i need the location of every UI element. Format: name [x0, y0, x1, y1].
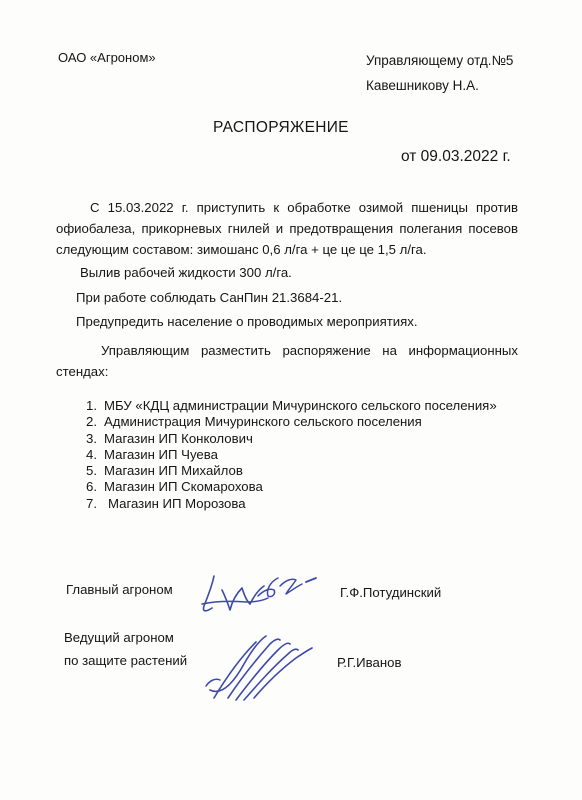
- signature-lead-agronomist-icon: [200, 628, 325, 708]
- signature-chief-agronomist-icon: [196, 568, 321, 618]
- list-item-text: МБУ «КДЦ администрации Мичуринского сельского поселения»: [104, 398, 497, 413]
- list-item-number: 4.: [86, 446, 97, 462]
- list-item-text: Магазин ИП Чуева: [104, 446, 218, 462]
- list-item-text: Магазин ИП Конколович: [104, 430, 253, 446]
- list-item: [86, 447, 497, 463]
- list-item: [86, 496, 497, 512]
- body-paragraph-treatment: С 15.03.2022 г. приступить к обработке озимой пшеницы против офиобалеза, прикорневых гнилей и предотвращения полегания посевов следующим составом: зимошанс 0,6 л/га + це це це 1,5 л/га.: [56, 200, 518, 257]
- addressee-position: Управляющему отд.№5: [366, 53, 514, 68]
- signatory-role-lead-line1: Ведущий агроном: [64, 630, 174, 645]
- organization-name: ОАО «Агроном»: [58, 50, 156, 65]
- signatory-role-chief: Главный агроном: [66, 582, 173, 597]
- document-date: от 09.03.2022 г.: [401, 148, 511, 165]
- list-item-number: 5.: [86, 463, 97, 479]
- body-line-sanpin: При работе соблюдать СанПин 21.3684-21.: [76, 290, 343, 305]
- list-item-text: Магазин ИП Морозова: [108, 495, 246, 511]
- list-item: [86, 479, 497, 495]
- list-item-text: Администрация Мичуринского сельского поселения: [104, 414, 422, 430]
- body-line-warn-population: Предупредить население о проводимых мероприятиях.: [76, 314, 418, 329]
- document-title: РАСПОРЯЖЕНИЕ: [213, 119, 349, 136]
- list-item-number: 2.: [86, 414, 97, 430]
- list-item: [86, 463, 497, 479]
- list-item-number: 6.: [86, 479, 97, 495]
- body-line-liquid-volume: Вылив рабочей жидкости 300 л/га.: [80, 265, 292, 280]
- list-item-number: 3.: [86, 430, 97, 446]
- list-item: [86, 414, 497, 430]
- list-item: [86, 398, 497, 414]
- list-item: [86, 431, 497, 447]
- list-item-text: Магазин ИП Михайлов: [104, 463, 243, 479]
- addressee-name: Кавешникову Н.А.: [366, 78, 479, 93]
- notice-board-list: [86, 398, 497, 512]
- signatory-name-chief: Г.Ф.Потудинский: [340, 585, 442, 600]
- list-item-number: 7.: [86, 495, 97, 511]
- signatory-role-lead-line2: по защите растений: [64, 653, 188, 668]
- list-item-text: Магазин ИП Скомарохова: [104, 479, 263, 495]
- list-item-number: 1.: [86, 398, 97, 413]
- signatory-name-lead: Р.Г.Иванов: [337, 655, 402, 670]
- body-paragraph-post-notice: Управляющим разместить распоряжение на информационных стендах:: [56, 343, 518, 379]
